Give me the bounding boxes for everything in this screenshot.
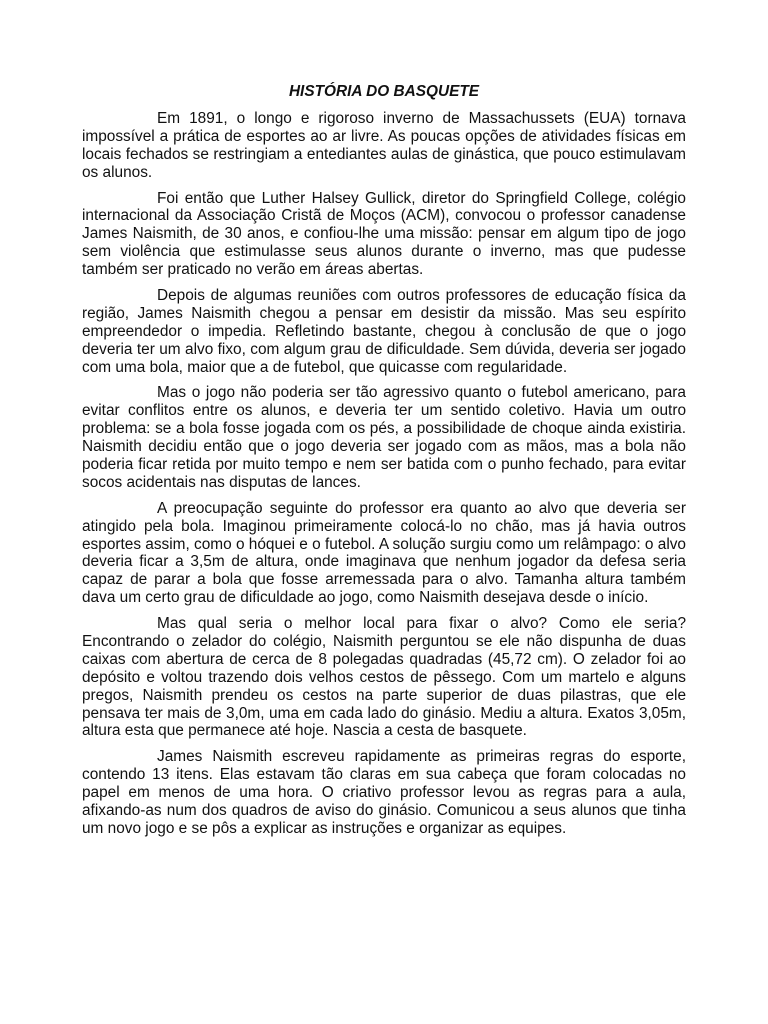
paragraph-5: A preocupação seguinte do professor era quanto ao alvo que deveria ser atingido pela bola. Imaginou primeiramente colocá-lo no chão, mas já havia outros esportes assim, como o hóquei e o futebol. A solução surgiu como um relâmpago: o alvo deveria ficar a 3,5m de altura, onde imaginava que nenhum jogador da defesa seria capaz de parar a bola que fosse arremessada para o alvo. Tamanha altura também dava um certo grau de dificuldade ao jogo, como Naismith desejava desde o início. <box>82 499 686 607</box>
paragraph-2: Foi então que Luther Halsey Gullick, diretor do Springfield College, colégio internacional da Associação Cristã de Moços (ACM), convocou o professor canadense James Naismith, de 30 anos, e confiou-lhe uma missão: pensar em algum tipo de jogo sem violência que estimulasse seus alunos durante o inverno, mas que pudesse também ser praticado no verão em áreas abertas. <box>82 189 686 279</box>
paragraph-7: James Naismith escreveu rapidamente as primeiras regras do esporte, contendo 13 itens. Elas estavam tão claras em sua cabeça que foram colocadas no papel em menos de uma hora. O criativo professor levou as regras para a aula, afixando-as num dos quadros de aviso do ginásio. Comunicou a seus alunos que tinha um novo jogo e se pôs a explicar as instruções e organizar as equipes. <box>82 748 686 837</box>
paragraph-6: Mas qual seria o melhor local para fixar o alvo? Como ele seria? Encontrando o zelador do colégio, Naismith perguntou se ele não dispunha de duas caixas com abertura de cerca de 8 polegadas quadradas (45,72 cm). O zelador foi ao depósito e voltou trazendo dois velhos cestos de pêssego. Com um martelo e alguns pregos, Naismith prendeu os cestos na parte superior de duas pilastras, que ele pensava ter mais de 3,0m, uma em cada lado do ginásio. Mediu a altura. Exatos 3,05m, altura esta que permanece até hoje. Nascia a cesta de basquete. <box>82 615 686 740</box>
document-title: HISTÓRIA DO BASQUETE <box>288 83 480 100</box>
paragraph-3: Depois de algumas reuniões com outros professores de educação física da região, James Naismith chegou a pensar em desistir da missão. Mas seu espírito empreendedor o impedia. Refletindo bastante, chegou à conclusão de que o jogo deveria ter um alvo fixo, com algum grau de dificuldade. Sem dúvida, deveria ser jogado com uma bola, maior que a de futebol, que quicasse com regularidade. <box>82 286 686 376</box>
document-page <box>82 83 686 846</box>
paragraph-4: Mas o jogo não poderia ser tão agressivo quanto o futebol americano, para evitar conflitos entre os alunos, e deveria ter um sentido coletivo. Havia um outro problema: se a bola fosse jogada com os pés, a possibilidade de choque ainda existiria. Naismith decidiu então que o jogo deveria ser jogado com as mãos, mas a bola não poderia ficar retida por muito tempo e nem ser batida com o punho fechado, para evitar socos acidentais nas disputas de lances. <box>82 384 686 491</box>
paragraph-1: Em 1891, o longo e rigoroso inverno de Massachussets (EUA) tornava impossível a prática de esportes ao ar livre. As poucas opções de atividades físicas em locais fechados se restringiam a entediantes aulas de ginástica, que pouco estimulavam os alunos. <box>82 110 686 181</box>
